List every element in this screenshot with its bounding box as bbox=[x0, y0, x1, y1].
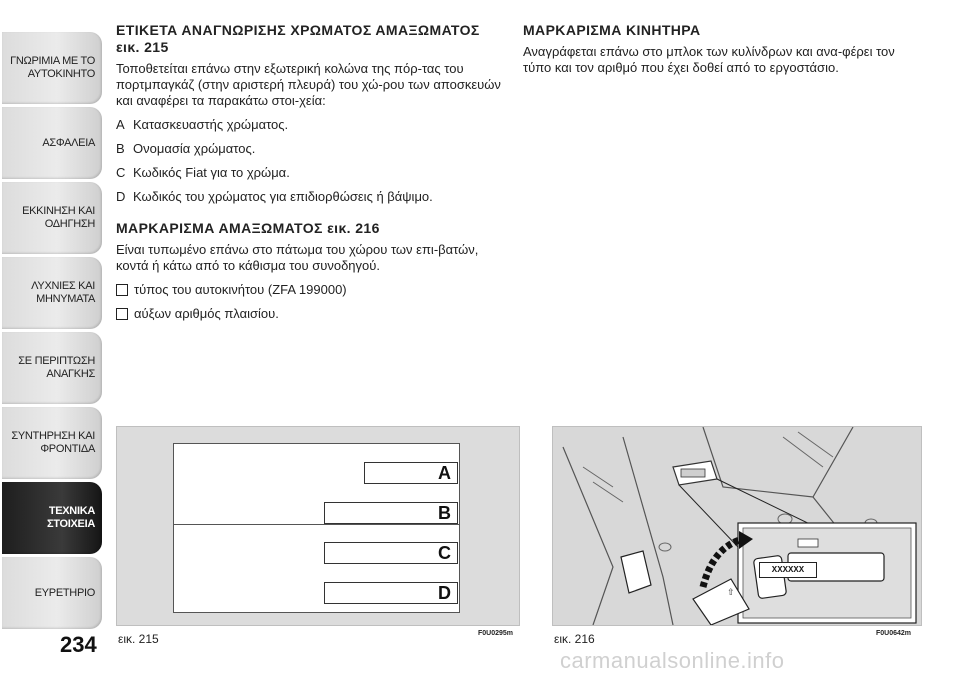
tab-label: ΛΥΧΝΙΕΣ ΚΑΙ ΜΗΝΥΜΑΤΑ bbox=[31, 280, 95, 305]
section-heading: ΜΑΡΚΑΡΙΣΜΑ ΑΜΑΞΩΜΑΤΟΣ εικ. 216 bbox=[116, 220, 380, 236]
item-text: Κωδικός Fiat για το χρώμα. bbox=[133, 165, 290, 180]
list-item bbox=[116, 117, 504, 133]
tab-label: ΣΕ ΠΕΡΙΠΤΩΣΗ ΑΝΑΓΚΗΣ bbox=[18, 355, 95, 380]
tab-emergency[interactable] bbox=[2, 332, 102, 404]
tab-index[interactable] bbox=[2, 557, 102, 629]
checkbox-bullet-icon bbox=[116, 308, 128, 320]
item-key: A bbox=[116, 117, 125, 132]
tab-label: ΕΥΡΕΤΗΡΙΟ bbox=[34, 586, 95, 599]
svg-text:⇧: ⇧ bbox=[727, 587, 735, 597]
figure-chassis-marking bbox=[552, 426, 922, 626]
section-heading: ΜΑΡΚΑΡΙΣΜΑ ΚΙΝΗΤΗΡΑ bbox=[523, 22, 701, 38]
label-box bbox=[364, 462, 458, 484]
tab-label: ΑΣΦΑΛΕΙΑ bbox=[42, 136, 95, 149]
section-tabs bbox=[0, 0, 103, 677]
tab-maintenance[interactable] bbox=[2, 407, 102, 479]
section-heading: ΕΤΙΚΕΤΑ ΑΝΑΓΝΩΡΙΣΗΣ ΧΡΩΜΑΤΟΣ ΑΜΑΞΩΜΑΤΟΣ εικ. 215 bbox=[116, 22, 480, 55]
label-letter: B bbox=[438, 503, 451, 523]
tab-label: ΓΝΩΡΙΜΙΑ ΜΕ ΤΟ ΑΥΤΟΚΙΝΗΤΟ bbox=[10, 55, 95, 80]
right-column bbox=[523, 22, 923, 76]
body-paragraph: Είναι τυπωμένο επάνω στο πάτωμα του χώρου των επι-βατών, κοντά ή κάτω από το κάθισμα του συνοδηγού. bbox=[116, 242, 479, 273]
label-letter: D bbox=[438, 583, 451, 603]
item-key: B bbox=[116, 141, 125, 156]
bullet-item bbox=[116, 282, 504, 298]
bullet-text: τύπος του αυτοκινήτου (ZFA 199000) bbox=[134, 282, 347, 297]
tab-label: ΤΕΧΝΙΚΑ ΣΤΟΙΧΕΙΑ bbox=[46, 505, 95, 530]
label-box bbox=[324, 582, 458, 604]
bullet-text: αύξων αριθμός πλαισίου. bbox=[134, 306, 279, 321]
list-item bbox=[116, 189, 504, 205]
item-key: C bbox=[116, 165, 126, 180]
tab-lights-messages[interactable] bbox=[2, 257, 102, 329]
chassis-stamp: XXXXXX bbox=[759, 562, 817, 578]
item-key: D bbox=[116, 189, 126, 204]
checkbox-bullet-icon bbox=[116, 284, 128, 296]
figure-caption: εικ. 216 bbox=[554, 632, 595, 646]
tab-label: ΕΚΚΙΝΗΣΗ ΚΑΙ ΟΔΗΓΗΣΗ bbox=[22, 205, 95, 230]
plate-divider bbox=[174, 524, 459, 525]
watermark-text: carmanualsonline.info bbox=[560, 648, 785, 673]
item-text: Κωδικός του χρώματος για επιδιορθώσεις ή βάψιμο. bbox=[133, 189, 433, 204]
label-box bbox=[324, 502, 458, 524]
list-item bbox=[116, 165, 504, 181]
paint-label-plate bbox=[173, 443, 460, 613]
page-number: 234 bbox=[60, 632, 97, 657]
body-paragraph: Αναγράφεται επάνω στο μπλοκ των κυλίνδρων και ανα-φέρει τον τύπο και τον αριθμό που έχει δοθεί από το εργοστάσιο. bbox=[523, 44, 895, 75]
figure-code: F0U0642m bbox=[876, 630, 912, 637]
figure-code: F0U0295m bbox=[478, 630, 514, 637]
figure-caption: εικ. 215 bbox=[118, 632, 159, 646]
list-item bbox=[116, 141, 504, 157]
item-text: Ονομασία χρώματος. bbox=[133, 141, 256, 156]
label-letter: A bbox=[438, 463, 451, 483]
left-column bbox=[116, 22, 504, 322]
tab-label: ΣΥΝΤΗΡΗΣΗ ΚΑΙ ΦΡΟΝΤΙΔΑ bbox=[11, 430, 95, 455]
floor-illustration bbox=[553, 427, 921, 625]
label-box bbox=[324, 542, 458, 564]
item-text: Κατασκευαστής χρώματος. bbox=[133, 117, 289, 132]
label-letter: C bbox=[438, 543, 451, 563]
tab-getting-to-know[interactable] bbox=[2, 32, 102, 104]
figure-paint-label bbox=[116, 426, 520, 626]
intro-paragraph: Τοποθετείται επάνω στην εξωτερική κολώνα της πόρ-τας του πορτμπαγκάζ (στην αριστερή πλευρά) του χώ-ρου των αποσκευών και αναφέρει τα παρακάτω στοι-χεία: bbox=[116, 61, 501, 108]
tab-safety[interactable] bbox=[2, 107, 102, 179]
tab-technical-data[interactable] bbox=[2, 482, 102, 554]
tab-starting-driving[interactable] bbox=[2, 182, 102, 254]
bullet-item bbox=[116, 306, 504, 322]
